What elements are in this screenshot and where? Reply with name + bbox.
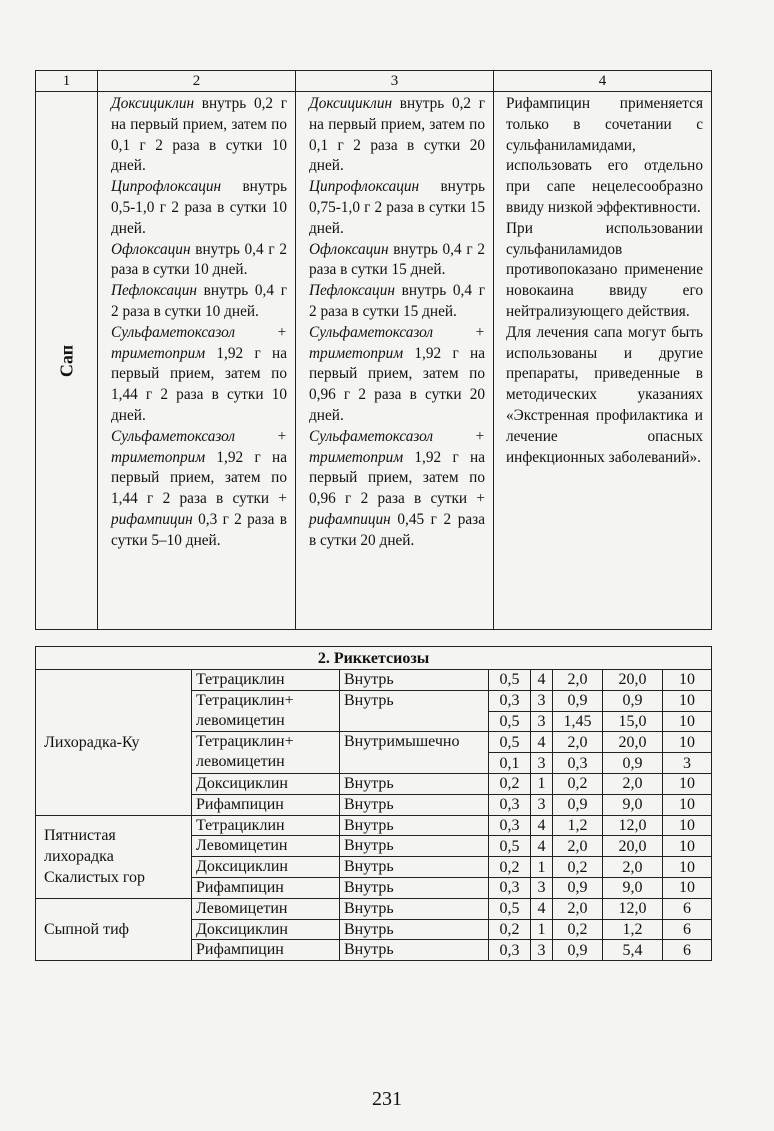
daily-dose: 0,2 — [553, 773, 603, 794]
route-of-administration: Внутрь — [340, 857, 489, 878]
course-dose: 20,0 — [603, 836, 663, 857]
daily-dose: 1,2 — [553, 815, 603, 836]
doses-per-day: 4 — [531, 670, 553, 691]
drug-name: Рифампицин — [192, 877, 340, 898]
course-dose: 9,0 — [603, 794, 663, 815]
regimen-entry — [111, 281, 287, 323]
table1-body-row — [36, 92, 712, 630]
table-row — [36, 815, 712, 836]
daily-dose: 1,45 — [553, 711, 603, 732]
course-days: 3 — [663, 753, 712, 774]
course-dose: 2,0 — [603, 773, 663, 794]
drug-name: Сульфаметоксазол + триметоприм — [111, 323, 287, 362]
single-dose: 0,3 — [489, 815, 531, 836]
doses-per-day: 3 — [531, 711, 553, 732]
regimen-entry — [111, 177, 287, 239]
doses-per-day: 3 — [531, 690, 553, 711]
table1-header-col4: 4 — [494, 71, 712, 92]
regimen-entry — [111, 94, 287, 177]
route-of-administration: Внутрь — [340, 836, 489, 857]
table2-title: 2. Риккетсиозы — [36, 647, 712, 670]
single-dose: 0,3 — [489, 940, 531, 961]
daily-dose: 0,9 — [553, 877, 603, 898]
note-paragraph: Для лечения сапа могут быть использованы и другие препараты, приведенные в методических указаниях «Экстренная профилактика и лечение опасных инфекционных заболеваний». — [506, 323, 703, 466]
dosage-text: 1,92 г на первый прием, затем по 0,96 г 2 раза в сутки 20 дней. — [309, 344, 486, 424]
course-dose: 9,0 — [603, 877, 663, 898]
dosage-text: внутрь 0,75-1,0 г 2 раза в сутки 15 дней. — [309, 178, 485, 237]
dosage-text: 1,92 г на первый прием, затем по 1,44 г 2 раза в сутки 10 дней. — [111, 344, 288, 424]
regimen-entry — [111, 427, 287, 552]
drug-name: Рифампицин — [192, 940, 340, 961]
rickettsioses-table — [35, 646, 712, 961]
page-number: 231 — [372, 1088, 402, 1110]
table-row — [36, 670, 712, 691]
treatment-column — [296, 92, 494, 630]
disease-label: Сап — [56, 344, 77, 377]
drug-name: Левомицетин — [192, 836, 340, 857]
course-days: 10 — [663, 670, 712, 691]
disease-name: Пятнистая лихорадка Скалистых гор — [36, 815, 192, 898]
table2-title-row — [36, 647, 712, 670]
doses-per-day: 4 — [531, 815, 553, 836]
dosage-text: внутрь 0,4 г 2 раза в сутки 15 дней. — [309, 240, 485, 279]
course-dose: 15,0 — [603, 711, 663, 732]
glanders-treatment-table — [35, 70, 712, 630]
disease-label-cell — [36, 92, 98, 630]
doses-per-day: 3 — [531, 877, 553, 898]
daily-dose: 2,0 — [553, 732, 603, 753]
course-days: 10 — [663, 815, 712, 836]
doses-per-day: 4 — [531, 898, 553, 919]
course-days: 10 — [663, 836, 712, 857]
doses-per-day: 3 — [531, 753, 553, 774]
daily-dose: 0,2 — [553, 857, 603, 878]
course-days: 10 — [663, 794, 712, 815]
table1-header-col1: 1 — [36, 71, 98, 92]
drug-name: Сульфаметоксазол + триметоприм — [309, 323, 485, 362]
route-of-administration: Внутрь — [340, 670, 489, 691]
note-paragraph: Рифампицин применяется только в сочетании с сульфаниламидами, использовать его отдельно при сапе нецелесообразно ввиду низкой эффективности. — [506, 95, 703, 216]
drug-name: Ципрофлоксацин — [111, 178, 222, 196]
single-dose: 0,2 — [489, 919, 531, 940]
single-dose: 0,5 — [489, 711, 531, 732]
doses-per-day: 1 — [531, 773, 553, 794]
regimen-entry — [309, 94, 485, 177]
regimen-entry — [309, 240, 485, 282]
single-dose: 0,1 — [489, 753, 531, 774]
daily-dose: 2,0 — [553, 898, 603, 919]
route-of-administration: Внутрь — [340, 898, 489, 919]
drug-name: Доксициклин — [192, 919, 340, 940]
single-dose: 0,3 — [489, 794, 531, 815]
course-days: 6 — [663, 940, 712, 961]
route-of-administration: Внутрь — [340, 815, 489, 836]
drug-name: Левомицетин — [192, 898, 340, 919]
course-days: 10 — [663, 711, 712, 732]
drug-name: Доксициклин — [192, 773, 340, 794]
disease-name: Лихорадка-Ку — [36, 670, 192, 816]
drug-name: Офлоксацин — [309, 240, 389, 258]
table1-header-row — [36, 71, 712, 92]
route-of-administration: Внутрь — [340, 919, 489, 940]
drug-name: рифампицин — [309, 510, 391, 528]
regimen-entry — [309, 177, 485, 239]
course-dose: 12,0 — [603, 898, 663, 919]
drug-name: Доксициклин — [192, 857, 340, 878]
dosage-text: 0,3 г 2 раза в сутки 5–10 дней. — [111, 510, 287, 549]
single-dose: 0,5 — [489, 898, 531, 919]
drug-name: Тетрациклин — [192, 815, 340, 836]
course-dose: 20,0 — [603, 732, 663, 753]
daily-dose: 2,0 — [553, 836, 603, 857]
dosage-text: внутрь 0,2 г на первый прием, затем по 0,1 г 2 раза в сутки 20 дней. — [309, 95, 485, 175]
regimen-entry — [309, 427, 485, 552]
notes-column — [494, 92, 712, 630]
drug-name: Офлоксацин — [111, 240, 191, 258]
doses-per-day: 1 — [531, 919, 553, 940]
drug-name: Доксициклин — [309, 95, 393, 112]
dosage-text: внутрь 0,4 г 2 раза в сутки 15 дней. — [309, 282, 485, 320]
doses-per-day: 1 — [531, 857, 553, 878]
doses-per-day: 4 — [531, 836, 553, 857]
single-dose: 0,3 — [489, 877, 531, 898]
route-of-administration: Внутрь — [340, 940, 489, 961]
course-days: 10 — [663, 773, 712, 794]
drug-name: рифампицин — [111, 510, 193, 528]
daily-dose: 2,0 — [553, 670, 603, 691]
course-dose: 20,0 — [603, 670, 663, 691]
daily-dose: 0,9 — [553, 690, 603, 711]
doses-per-day: 3 — [531, 940, 553, 961]
route-of-administration: Внутрь — [340, 794, 489, 815]
table1-header-col2: 2 — [98, 71, 296, 92]
course-dose: 0,9 — [603, 690, 663, 711]
single-dose: 0,5 — [489, 836, 531, 857]
dosage-text: внутрь 0,5-1,0 г 2 раза в сутки 10 дней. — [111, 178, 287, 237]
disease-name: Сыпной тиф — [36, 898, 192, 960]
course-days: 10 — [663, 857, 712, 878]
route-of-administration: Внутримышечно — [340, 732, 489, 774]
course-dose: 2,0 — [603, 857, 663, 878]
doses-per-day: 4 — [531, 732, 553, 753]
regimen-entry — [111, 240, 287, 282]
drug-name: Пефлоксацин — [111, 282, 197, 300]
course-dose: 0,9 — [603, 753, 663, 774]
drug-name: Пефлоксацин — [309, 282, 395, 300]
dosage-text: внутрь 0,4 г 2 раза в сутки 10 дней. — [111, 282, 287, 320]
single-dose: 0,5 — [489, 670, 531, 691]
regimen-entry — [111, 323, 287, 427]
daily-dose: 0,9 — [553, 794, 603, 815]
single-dose: 0,3 — [489, 690, 531, 711]
course-days: 10 — [663, 877, 712, 898]
dosage-text: 1,92 г на первый прием, затем по 0,96 г 2 раза в сутки + — [309, 448, 486, 508]
drug-name: Тетрациклин+ левомицетин — [192, 732, 340, 774]
course-days: 10 — [663, 732, 712, 753]
regimen-entry — [309, 281, 485, 323]
route-of-administration: Внутрь — [340, 690, 489, 732]
drug-name: Тетрациклин — [192, 670, 340, 691]
single-dose: 0,5 — [489, 732, 531, 753]
single-dose: 0,2 — [489, 773, 531, 794]
dosage-text: 0,45 г 2 раза в сутки 20 дней. — [309, 510, 486, 549]
doses-per-day: 3 — [531, 794, 553, 815]
dosage-text: внутрь 0,2 г на первый прием, затем по 0,1 г 2 раза в сутки 10 дней. — [111, 95, 287, 175]
course-days: 6 — [663, 898, 712, 919]
daily-dose: 0,2 — [553, 919, 603, 940]
drug-name: Ципрофлоксацин — [309, 178, 420, 196]
dosage-text: 1,92 г на первый прием, затем по 1,44 г 2 раза в сутки + — [111, 448, 288, 508]
drug-name: Тетрациклин+ левомицетин — [192, 690, 340, 732]
drug-name: Сульфаметоксазол + триметоприм — [309, 427, 485, 466]
note-paragraph: При использовании сульфаниламидов противопоказано применение новокаина ввиду его нейтрализующего действия. — [506, 219, 703, 320]
course-dose: 12,0 — [603, 815, 663, 836]
course-days: 10 — [663, 690, 712, 711]
drug-name: Сульфаметоксазол + триметоприм — [111, 427, 287, 466]
daily-dose: 0,3 — [553, 753, 603, 774]
regimen-entry — [309, 323, 485, 427]
emergency-prophylaxis-column — [98, 92, 296, 630]
course-dose: 1,2 — [603, 919, 663, 940]
course-dose: 5,4 — [603, 940, 663, 961]
table-row — [36, 898, 712, 919]
single-dose: 0,2 — [489, 857, 531, 878]
daily-dose: 0,9 — [553, 940, 603, 961]
table1-header-col3: 3 — [296, 71, 494, 92]
route-of-administration: Внутрь — [340, 773, 489, 794]
course-days: 6 — [663, 919, 712, 940]
route-of-administration: Внутрь — [340, 877, 489, 898]
dosage-text: внутрь 0,4 г 2 раза в сутки 10 дней. — [111, 240, 287, 279]
drug-name: Доксициклин — [111, 95, 195, 112]
drug-name: Рифампицин — [192, 794, 340, 815]
